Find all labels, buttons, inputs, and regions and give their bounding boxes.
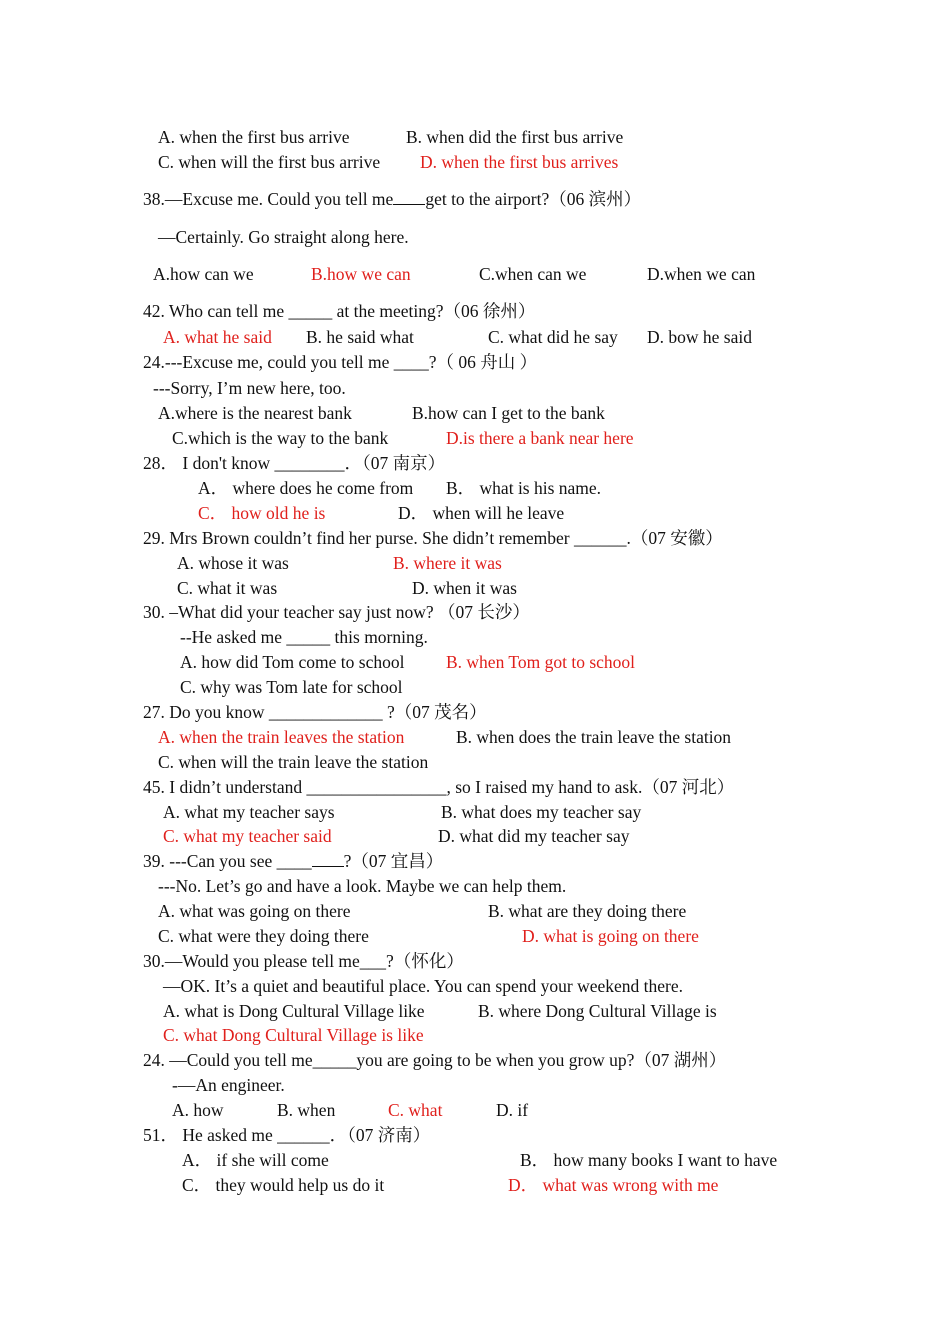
option-b: B. when: [277, 1100, 336, 1120]
option-d-answer: D.is there a bank near here: [446, 428, 634, 448]
option-d-answer: D． what was wrong with me: [508, 1175, 719, 1195]
question-39-dialog: ---No. Let’s go and have a look. Maybe we can help them.: [158, 876, 567, 896]
question-28-stem: 28． I don't know ________．（07 南京）: [143, 453, 446, 473]
option-a: A. what was going on there: [158, 901, 351, 921]
question-29-stem: 29. Mrs Brown couldn’t find her purse. She didn’t remember ______.（07 安徽）: [143, 528, 723, 548]
option-c: C. what it was: [177, 578, 278, 598]
option-d: D. bow he said: [647, 327, 752, 347]
question-38-stem: 38.—Excuse me. Could you tell me get to the airport?（06 滨州）: [143, 189, 642, 209]
option-b: B.how can I get to the bank: [412, 403, 605, 423]
option-a: A. how did Tom come to school: [180, 652, 405, 672]
option-d: D． when will he leave: [398, 503, 565, 523]
option-c: C. what were they doing there: [158, 926, 369, 946]
option-a: A． if she will come: [182, 1150, 329, 1170]
option-a: A. how: [172, 1100, 224, 1120]
option-b: B. what does my teacher say: [441, 802, 642, 822]
option-b: B. where Dong Cultural Village is: [478, 1001, 717, 1021]
option-a: A． where does he come from: [198, 478, 414, 498]
option-d-answer: D. when the first bus arrives: [420, 152, 619, 172]
option-a: A.where is the nearest bank: [158, 403, 352, 423]
option-c-answer: C. what Dong Cultural Village is like: [163, 1025, 424, 1045]
option-b: B． what is his name.: [446, 478, 602, 498]
question-45-stem: 45. I didn’t understand ________________, so I raised my hand to ask.（07 河北）: [143, 777, 735, 797]
question-39-stem: 39. ---Can you see ____ ?（07 宜昌）: [143, 851, 444, 871]
question-51-stem: 51． He asked me ______．（07 济南）: [143, 1125, 431, 1145]
question-30a-dialog: --He asked me _____ this morning.: [180, 627, 428, 647]
option-a-answer: A. what he said: [163, 327, 272, 347]
option-d-answer: D. what is going on there: [522, 926, 699, 946]
option-a-answer: A. when the train leaves the station: [158, 727, 405, 747]
option-d: D.when we can: [647, 264, 756, 284]
option-b: B. he said what: [306, 327, 414, 347]
question-24a-stem: 24.---Excuse me, could you tell me ____?（ 06 舟山 ）: [143, 352, 538, 372]
option-b: B. when did the first bus arrive: [406, 127, 624, 147]
option-c: C.which is the way to the bank: [172, 428, 389, 448]
question-30b-dialog: —OK. It’s a quiet and beautiful place. You can spend your weekend there.: [163, 976, 683, 996]
question-24a-dialog: ---Sorry, I’m new here, too.: [153, 378, 346, 398]
option-b: B. what are they doing there: [488, 901, 687, 921]
option-b-answer: B. when Tom got to school: [446, 652, 636, 672]
question-27-stem: 27. Do you know _____________ ?（07 茂名）: [143, 702, 487, 722]
option-a: A. what is Dong Cultural Village like: [163, 1001, 425, 1021]
option-c: C. when will the first bus arrive: [158, 152, 381, 172]
question-30a-stem: 30. –What did your teacher say just now? （07 长沙）: [143, 602, 530, 622]
option-a: A.how can we: [153, 264, 254, 284]
question-30b-stem: 30.—Would you please tell me___?（怀化）: [143, 951, 464, 971]
option-d: D. what did my teacher say: [438, 826, 630, 846]
option-b-answer: B.how we can: [311, 264, 411, 284]
question-38-dialog: —Certainly. Go straight along here.: [158, 227, 409, 247]
option-c-answer: C． how old he is: [198, 503, 326, 523]
option-c: C.when can we: [479, 264, 587, 284]
option-c-answer: C. what my teacher said: [163, 826, 332, 846]
option-d: D. if: [496, 1100, 529, 1120]
option-b: B． how many books I want to have: [520, 1150, 778, 1170]
option-c: C． they would help us do it: [182, 1175, 385, 1195]
option-c: C. what did he say: [488, 327, 618, 347]
option-a: A. whose it was: [177, 553, 289, 573]
option-c-answer: C. what: [388, 1100, 443, 1120]
option-d: D. when it was: [412, 578, 517, 598]
option-a: A. what my teacher says: [163, 802, 335, 822]
question-42-stem: 42. Who can tell me _____ at the meeting?（06 徐州）: [143, 301, 536, 321]
option-c: C. when will the train leave the station: [158, 752, 429, 772]
option-c: C. why was Tom late for school: [180, 677, 403, 697]
option-b: B. when does the train leave the station: [456, 727, 732, 747]
option-a: A. when the first bus arrive: [158, 127, 350, 147]
question-24b-dialog: -—An engineer.: [172, 1075, 285, 1095]
option-b-answer: B. where it was: [393, 553, 502, 573]
question-24b-stem: 24. —Could you tell me_____you are going to be when you grow up?（07 湖州）: [143, 1050, 727, 1070]
